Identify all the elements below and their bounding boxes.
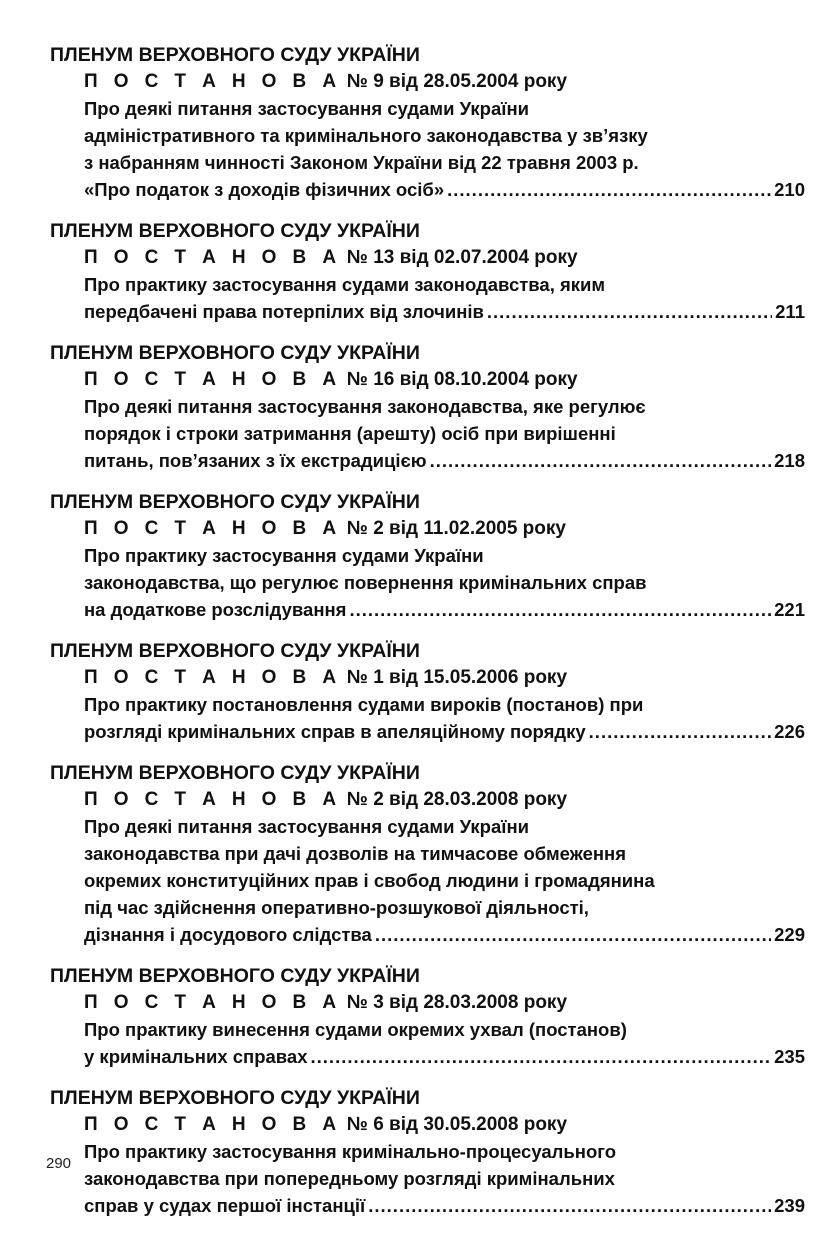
- title-line: Про практику постановлення судами вироків (постанов) при: [84, 694, 644, 715]
- title-last-line: [84, 1192, 805, 1219]
- toc-entry: [50, 638, 805, 745]
- dot-leader: [368, 1192, 771, 1219]
- court-name: ПЛЕНУМ ВЕРХОВНОГО СУДУ УКРАЇНИ: [50, 220, 420, 242]
- resolution-word: П О С Т А Н О В А: [84, 71, 342, 92]
- title-line: порядок і строки затримання (арешту) осіб при вирішенні: [84, 423, 616, 444]
- court-name: ПЛЕНУМ ВЕРХОВНОГО СУДУ УКРАЇНИ: [50, 44, 420, 66]
- resolution-details: № 2 від 11.02.2005 року: [346, 518, 566, 539]
- title-last-line: [84, 447, 805, 474]
- dot-leader: [487, 298, 772, 325]
- resolution-heading: [84, 990, 805, 1016]
- title-line: Про практику застосування судами законодавства, яким: [84, 274, 606, 295]
- page-number: 221: [774, 599, 805, 620]
- title-last-line: [84, 298, 805, 325]
- page-number: 211: [775, 301, 805, 322]
- title-text: передбачені права потерпілих від злочинів: [84, 301, 484, 322]
- title-text: на додаткове розслідування: [84, 599, 347, 620]
- resolution-word: П О С Т А Н О В А: [84, 992, 342, 1013]
- resolution-details: № 9 від 28.05.2004 року: [346, 71, 568, 92]
- dot-leader: [349, 596, 771, 623]
- title-text: у кримінальних справах: [84, 1046, 308, 1067]
- resolution-word: П О С Т А Н О В А: [84, 1114, 342, 1135]
- toc-entry: [50, 760, 805, 948]
- resolution-heading: [84, 1112, 805, 1138]
- title-line: під час здійснення оперативно-розшукової діяльності,: [84, 897, 589, 918]
- resolution-details: № 16 від 08.10.2004 року: [346, 369, 578, 390]
- title-line: законодавства при попередньому розгляді кримінальних: [84, 1168, 615, 1189]
- resolution-details: № 2 від 28.03.2008 року: [346, 789, 568, 810]
- resolution-details: № 1 від 15.05.2006 року: [346, 667, 568, 688]
- title-last-line: [84, 1043, 805, 1070]
- title-last-line: [84, 176, 805, 203]
- court-name: ПЛЕНУМ ВЕРХОВНОГО СУДУ УКРАЇНИ: [50, 762, 420, 784]
- table-of-contents: [50, 42, 805, 1234]
- resolution-details: № 13 від 02.07.2004 року: [346, 247, 578, 268]
- resolution-heading: [84, 516, 805, 542]
- title-line: з набранням чинності Законом України від 22 травня 2003 р.: [84, 152, 639, 173]
- title-text: дізнання і досудового слідства: [84, 924, 372, 945]
- page-number: 235: [774, 1046, 805, 1067]
- title-text: справ у судах першої інстанції: [84, 1195, 366, 1216]
- title-last-line: [84, 596, 805, 623]
- resolution-heading: [84, 665, 805, 691]
- dot-leader: [589, 718, 771, 745]
- resolution-word: П О С Т А Н О В А: [84, 518, 342, 539]
- court-name: ПЛЕНУМ ВЕРХОВНОГО СУДУ УКРАЇНИ: [50, 491, 420, 513]
- title-line: законодавства, що регулює повернення кримінальних справ: [84, 572, 647, 593]
- court-name: ПЛЕНУМ ВЕРХОВНОГО СУДУ УКРАЇНИ: [50, 965, 420, 987]
- page-number: 226: [774, 721, 805, 742]
- title-text: питань, пов’язаних з їх екстрадицією: [84, 450, 427, 471]
- resolution-word: П О С Т А Н О В А: [84, 667, 342, 688]
- page-number: 239: [774, 1195, 805, 1216]
- title-last-line: [84, 718, 805, 745]
- title-last-line: [84, 921, 805, 948]
- folio-page-number: 290: [46, 1155, 72, 1172]
- resolution-word: П О С Т А Н О В А: [84, 247, 342, 268]
- dot-leader: [447, 176, 771, 203]
- court-name: ПЛЕНУМ ВЕРХОВНОГО СУДУ УКРАЇНИ: [50, 342, 420, 364]
- page-number: 218: [774, 450, 805, 471]
- resolution-heading: [84, 367, 805, 393]
- resolution-word: П О С Т А Н О В А: [84, 369, 342, 390]
- title-line: окремих конституційних прав і свобод людини і громадянина: [84, 870, 655, 891]
- title-line: законодавства при дачі дозволів на тимчасове обмеження: [84, 843, 627, 864]
- title-text: розгляді кримінальних справ в апеляційному порядку: [84, 721, 586, 742]
- title-line: Про деякі питання застосування судами України: [84, 98, 530, 119]
- resolution-heading: [84, 787, 805, 813]
- title-line: Про деякі питання застосування законодавства, яке регулює: [84, 396, 646, 417]
- toc-entry: [50, 218, 805, 325]
- dot-leader: [430, 447, 772, 474]
- page-number: 210: [774, 179, 805, 200]
- toc-entry: [50, 340, 805, 474]
- toc-entry: [50, 489, 805, 623]
- resolution-heading: [84, 69, 805, 95]
- court-name: ПЛЕНУМ ВЕРХОВНОГО СУДУ УКРАЇНИ: [50, 640, 420, 662]
- resolution-details: № 3 від 28.03.2008 року: [346, 992, 568, 1013]
- dot-leader: [375, 921, 771, 948]
- page-number: 229: [774, 924, 805, 945]
- resolution-word: П О С Т А Н О В А: [84, 789, 342, 810]
- dot-leader: [311, 1043, 772, 1070]
- toc-entry: [50, 42, 805, 203]
- court-name: ПЛЕНУМ ВЕРХОВНОГО СУДУ УКРАЇНИ: [50, 1087, 420, 1109]
- resolution-details: № 6 від 30.05.2008 року: [346, 1114, 568, 1135]
- resolution-heading: [84, 245, 805, 271]
- title-text: «Про податок з доходів фізичних осіб»: [84, 179, 445, 200]
- title-line: Про практику винесення судами окремих ухвал (постанов): [84, 1019, 627, 1040]
- title-line: адміністративного та кримінального законодавства у зв’язку: [84, 125, 648, 146]
- title-line: Про практику застосування кримінально-процесуального: [84, 1141, 617, 1162]
- title-line: Про деякі питання застосування судами України: [84, 816, 530, 837]
- title-line: Про практику застосування судами України: [84, 545, 484, 566]
- toc-entry: [50, 963, 805, 1070]
- toc-entry: [50, 1085, 805, 1219]
